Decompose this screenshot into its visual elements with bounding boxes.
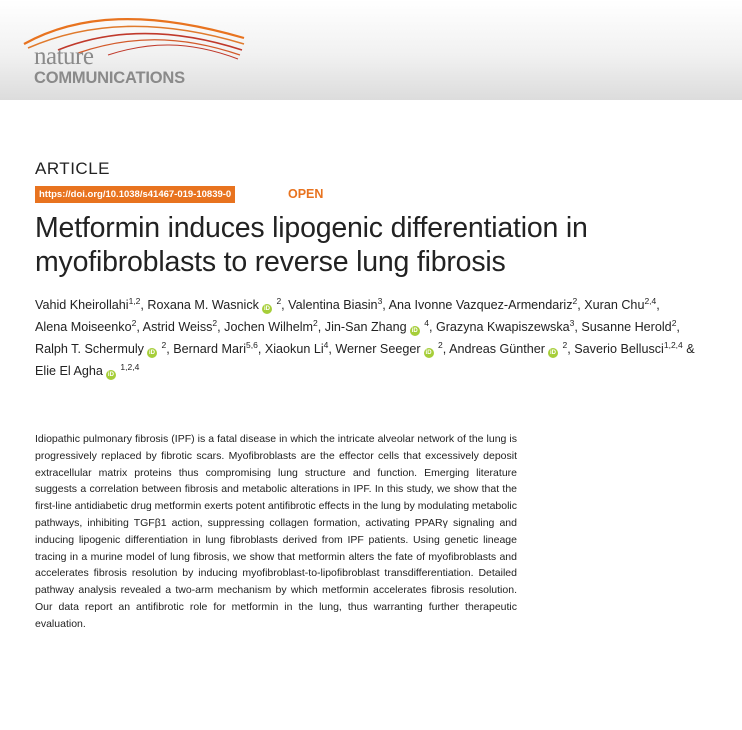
author-item[interactable] <box>574 342 694 356</box>
orcid-icon[interactable]: iD <box>107 372 114 378</box>
author-item[interactable] <box>389 298 581 312</box>
author-name[interactable]: Jochen Wilhelm <box>224 320 314 334</box>
author-affiliation: 2 <box>438 340 443 350</box>
author-name[interactable]: Alena Moiseenko <box>35 320 132 334</box>
author-name[interactable]: Bernard Mari <box>173 342 246 356</box>
article-title: Metformin induces lipogenic differentiation in myofibroblasts to reverse lung fibrosis <box>35 212 588 278</box>
article-type-label: ARTICLE <box>35 159 110 178</box>
author-item[interactable] <box>35 298 144 312</box>
author-item[interactable] <box>325 320 433 334</box>
author-name[interactable]: Valentina Biasin <box>288 298 378 312</box>
author-affiliation: 3 <box>377 296 383 306</box>
author-affiliation: 2,4 <box>644 296 657 306</box>
author-name[interactable]: Roxana M. Wasnick <box>147 298 259 312</box>
author-item[interactable] <box>449 342 571 356</box>
author-list <box>35 294 725 382</box>
author-item[interactable] <box>265 342 332 356</box>
author-separator: , <box>574 320 578 334</box>
author-name[interactable]: Ralph T. Schermuly <box>35 342 144 356</box>
author-separator: , <box>676 320 680 334</box>
author-affiliation: 1,2 <box>128 296 141 306</box>
orcid-icon[interactable]: iD <box>263 306 270 312</box>
author-name[interactable]: Ana Ivonne Vazquez-Armendariz <box>388 298 573 312</box>
orcid-icon[interactable]: iD <box>411 328 418 334</box>
author-separator: , <box>567 342 571 356</box>
author-item[interactable] <box>35 342 170 356</box>
author-name[interactable]: Werner Seeger <box>335 342 421 356</box>
author-separator: , <box>140 298 144 312</box>
journal-logo-nature[interactable]: nature <box>34 43 94 70</box>
author-separator: , <box>317 320 322 334</box>
author-affiliation: 3 <box>569 318 575 328</box>
author-name[interactable]: Saverio Bellusci <box>574 342 664 356</box>
journal-logo-communications[interactable]: COMMUNICATIONS <box>34 69 185 87</box>
author-separator: & <box>682 342 695 356</box>
author-item[interactable] <box>584 298 660 312</box>
author-name[interactable]: Elie El Agha <box>35 364 103 378</box>
author-name[interactable]: Xiaokun Li <box>264 342 324 356</box>
author-affiliation: 2 <box>161 340 167 350</box>
author-item[interactable] <box>436 320 578 334</box>
author-affiliation: 1,2,4 <box>120 362 140 372</box>
author-affiliation: 2 <box>562 340 568 350</box>
orcid-icon[interactable]: iD <box>425 350 432 356</box>
author-name[interactable]: Andreas Günther <box>449 342 546 356</box>
author-name[interactable]: Jin-San Zhang <box>324 320 407 334</box>
author-item[interactable] <box>147 298 284 312</box>
author-affiliation: 2 <box>131 318 137 328</box>
author-separator: , <box>428 320 433 334</box>
author-separator: , <box>442 342 447 356</box>
author-affiliation: 1,2,4 <box>663 340 683 350</box>
author-item[interactable] <box>335 342 446 356</box>
author-affiliation: 2 <box>671 318 677 328</box>
author-separator: , <box>257 342 262 356</box>
author-separator: , <box>281 298 285 312</box>
orcid-icon[interactable]: iD <box>148 350 155 356</box>
author-name[interactable]: Xuran Chu <box>584 298 645 312</box>
author-name[interactable]: Vahid Kheirollahi <box>35 298 129 312</box>
author-name[interactable]: Susanne Herold <box>581 320 672 334</box>
author-separator: , <box>577 298 581 312</box>
author-name[interactable]: Grazyna Kwapiszewska <box>435 320 570 334</box>
author-item[interactable] <box>224 320 321 334</box>
doi-link[interactable]: https://doi.org/10.1038/s41467-019-10839-0 <box>35 186 235 203</box>
author-separator: , <box>382 298 386 312</box>
author-affiliation: 4 <box>424 318 429 328</box>
author-separator: , <box>217 320 221 334</box>
author-affiliation: 2 <box>276 296 282 306</box>
author-affiliation: 2 <box>572 296 578 306</box>
author-affiliation: 5,6 <box>246 340 258 350</box>
orcid-icon[interactable]: iD <box>550 350 557 356</box>
author-item[interactable] <box>173 342 261 356</box>
author-item[interactable] <box>288 298 386 312</box>
author-separator: , <box>166 342 170 356</box>
author-affiliation: 2 <box>313 318 318 328</box>
journal-header-band <box>0 0 742 100</box>
author-separator: , <box>136 320 140 334</box>
author-item[interactable] <box>35 320 140 334</box>
open-access-label: OPEN <box>288 187 324 201</box>
author-separator: , <box>328 342 332 356</box>
author-affiliation: 2 <box>212 318 218 328</box>
abstract-text: Idiopathic pulmonary fibrosis (IPF) is a fatal disease in which the intricate alveolar network of the lung is progressively replaced by fibrotic scars. Myofibroblasts are the effector cells that excessively deposit extracellular matrix proteins thus compromising lung structure and function. Emerging literature suggests a correlation between fibrosis and metabolic alterations in IPF. In this study, we show that the first-line antidiabetic drug metformin exerts potent antifibrotic effects in the lung by modulating metabolic pathways, inhibiting TGFβ1 action, suppressing collagen formation, activating PPARγ signaling and inducing lipogenic differentiation in lung fibroblasts derived from IPF patients. Using genetic lineage tracing in a murine model of lung fibrosis, we show that metformin alters the fate of myofibroblasts and accelerates fibrosis resolution by inducing myofibroblast-to-lipofibroblast transdifferentiation. Detailed pathway analysis revealed a two-arm mechanism by which metformin accelerates fibrosis resolution. Our data report an antifibrotic role for metformin in the lung, thus warranting further therapeutic evaluation. <box>35 433 517 630</box>
author-item[interactable] <box>581 320 680 334</box>
author-item[interactable] <box>35 364 139 378</box>
author-separator: , <box>656 298 660 312</box>
author-item[interactable] <box>143 320 221 334</box>
author-affiliation: 4 <box>323 340 329 350</box>
author-name[interactable]: Astrid Weiss <box>142 320 213 334</box>
